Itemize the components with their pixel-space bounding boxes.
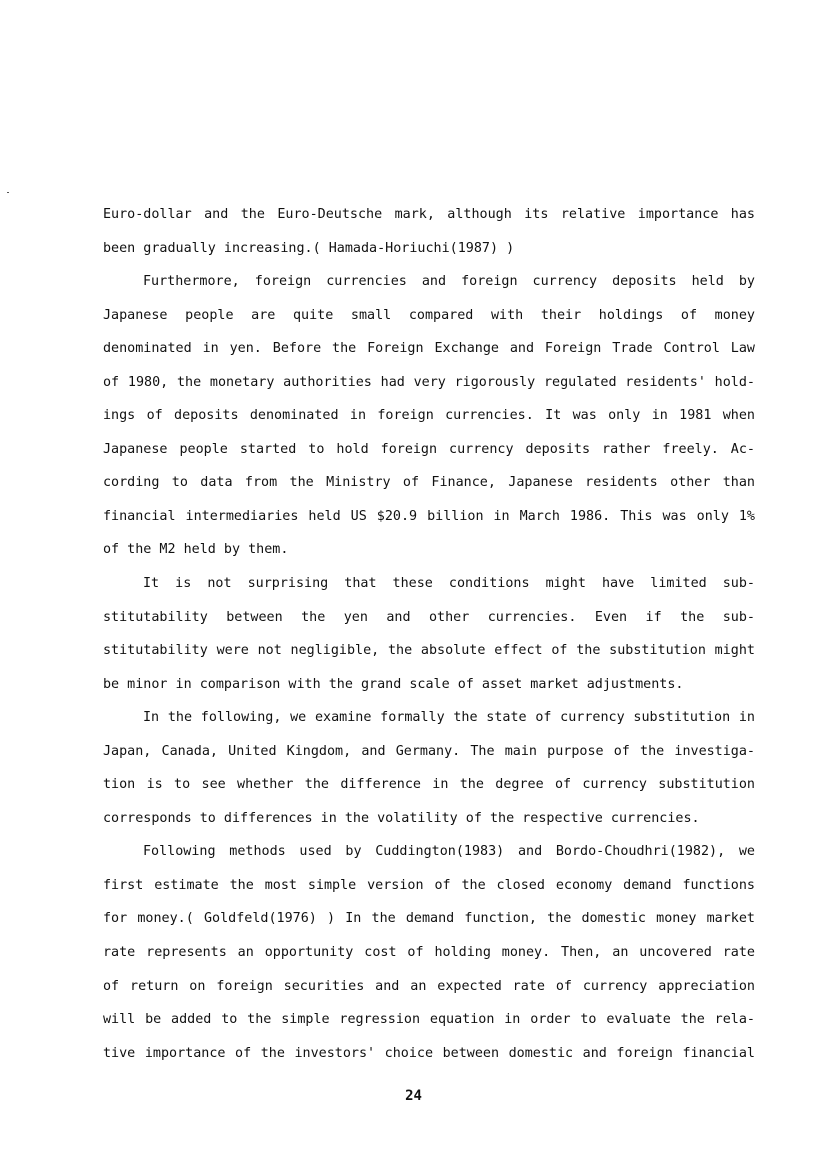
text-line: for money.( Goldfeld(1976) ) In the demand function, the domestic money market [103, 911, 755, 927]
text-line: ings of deposits denominated in foreign currencies. It was only in 1981 when [103, 408, 755, 424]
text-line: Japanese people started to hold foreign currency deposits rather freely. Ac- [103, 441, 755, 457]
text-line: of the M2 held by them. [103, 542, 289, 558]
text-line: financial intermediaries held US $20.9 billion in March 1986. This was only 1% [103, 508, 755, 524]
text-line: It is not surprising that these conditions might have limited sub- [143, 576, 755, 592]
text-line: first estimate the most simple version of the closed economy demand functions [103, 877, 755, 893]
body-text [103, 198, 755, 1070]
text-line: of 1980, the monetary authorities had very rigorously regulated residents' hold- [103, 374, 755, 390]
text-line: cording to data from the Ministry of Finance, Japanese residents other than [103, 475, 755, 491]
text-line: Japanese people are quite small compared with their holdings of money [103, 307, 755, 323]
text-line: stitutability were not negligible, the absolute effect of the substitution might [103, 643, 755, 659]
text-line: Furthermore, foreign currencies and foreign currency deposits held by [143, 274, 755, 290]
text-line: will be added to the simple regression equation in order to evaluate the rela- [103, 1012, 755, 1028]
text-line: be minor in comparison with the grand scale of asset market adjustments. [103, 676, 684, 692]
text-line: corresponds to differences in the volatility of the respective currencies. [103, 810, 700, 826]
text-line: been gradually increasing.( Hamada-Horiuchi(1987) ) [103, 240, 515, 256]
text-line: rate represents an opportunity cost of holding money. Then, an uncovered rate [103, 945, 755, 961]
text-line: tion is to see whether the difference in the degree of currency substitution [103, 777, 755, 793]
text-line: denominated in yen. Before the Foreign Exchange and Foreign Trade Control Law [103, 341, 755, 357]
text-line: stitutability between the yen and other currencies. Even if the sub- [103, 609, 755, 625]
text-line: of return on foreign securities and an expected rate of currency appreciation [103, 978, 755, 994]
text-line: In the following, we examine formally the state of currency substitution in [143, 710, 755, 726]
page-number: 24 [405, 1088, 422, 1104]
scan-mark [7, 192, 9, 193]
text-line: Following methods used by Cuddington(1983) and Bordo-Choudhri(1982), we [143, 844, 755, 860]
text-line: Euro-dollar and the Euro-Deutsche mark, although its relative importance has [103, 207, 755, 222]
text-line: tive importance of the investors' choice between domestic and foreign financial [103, 1045, 755, 1061]
text-line: Japan, Canada, United Kingdom, and Germany. The main purpose of the investiga- [103, 743, 755, 759]
